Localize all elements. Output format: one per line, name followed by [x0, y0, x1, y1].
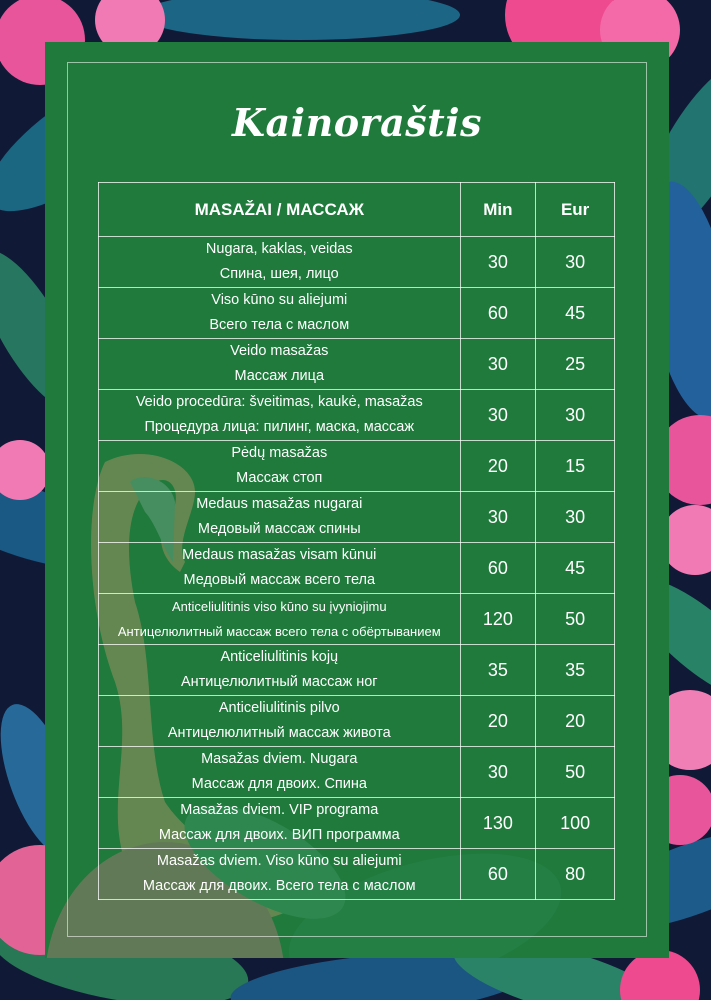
service-name-lt: Pėdų masažas — [231, 445, 328, 461]
table-row — [99, 543, 615, 594]
duration-min: 30 — [460, 237, 536, 288]
table-row — [99, 594, 615, 645]
service-cell — [99, 747, 461, 798]
price-eur: 45 — [536, 543, 615, 594]
service-name-lt: Anticeliulitinis viso kūno su įvyniojimu — [171, 599, 387, 614]
header-min: Min — [460, 183, 536, 237]
service-name-ru: Массаж стоп — [236, 470, 323, 486]
duration-min: 120 — [460, 594, 536, 645]
service-cell — [99, 288, 461, 339]
price-eur: 30 — [536, 390, 615, 441]
header-eur: Eur — [536, 183, 615, 237]
table-row — [99, 645, 615, 696]
service-name-ru: Массаж для двоих. Спина — [191, 776, 367, 792]
service-name-ru: Антицелюлитный массаж живота — [167, 725, 391, 741]
table-header-row — [99, 183, 615, 237]
service-name-lt: Masažas dviem. Nugara — [201, 751, 358, 767]
price-panel — [45, 42, 669, 958]
price-eur: 80 — [536, 849, 615, 900]
table-row — [99, 696, 615, 747]
duration-min: 20 — [460, 441, 536, 492]
service-name-lt: Anticeliulitinis kojų — [220, 649, 339, 665]
price-eur: 30 — [536, 492, 615, 543]
service-name-lt: Medaus masažas visam kūnui — [182, 547, 377, 563]
table-row — [99, 441, 615, 492]
service-name-lt: Veido procedūra: šveitimas, kaukė, masažas — [135, 394, 423, 410]
price-eur: 20 — [536, 696, 615, 747]
duration-min: 30 — [460, 492, 536, 543]
table-row — [99, 390, 615, 441]
table-row — [99, 492, 615, 543]
service-cell — [99, 237, 461, 288]
service-cell — [99, 441, 461, 492]
page-title: Kainoraštis — [232, 100, 482, 145]
table-row — [99, 747, 615, 798]
duration-min: 130 — [460, 798, 536, 849]
service-cell — [99, 645, 461, 696]
service-name-lt: Masažas dviem. Viso kūno su aliejumi — [156, 853, 402, 869]
table-row — [99, 237, 615, 288]
service-name-ru: Медовый массаж всего тела — [183, 572, 376, 588]
service-name-ru: Массаж для двоих. ВИП программа — [158, 827, 400, 843]
duration-min: 60 — [460, 849, 536, 900]
service-name-ru: Антицелюлитный массаж всего тела с обёртыванием — [117, 624, 441, 639]
service-name-ru: Массаж лица — [234, 368, 325, 384]
service-cell — [99, 594, 461, 645]
table-row — [99, 849, 615, 900]
price-eur: 35 — [536, 645, 615, 696]
price-eur: 50 — [536, 747, 615, 798]
price-eur: 30 — [536, 237, 615, 288]
service-name-lt: Nugara, kaklas, veidas — [205, 241, 353, 257]
price-eur: 45 — [536, 288, 615, 339]
duration-min: 30 — [460, 747, 536, 798]
service-name-ru: Антицелюлитный массаж ног — [180, 674, 378, 690]
service-name-ru: Медовый массаж спины — [197, 521, 361, 537]
table-row — [99, 288, 615, 339]
price-table — [98, 182, 615, 900]
price-eur: 15 — [536, 441, 615, 492]
service-name-lt: Medaus masažas nugarai — [196, 496, 363, 512]
service-cell — [99, 543, 461, 594]
service-cell — [99, 339, 461, 390]
table-row — [99, 798, 615, 849]
duration-min: 30 — [460, 390, 536, 441]
service-name-lt: Veido masažas — [230, 343, 329, 359]
duration-min: 35 — [460, 645, 536, 696]
service-cell — [99, 798, 461, 849]
service-cell — [99, 849, 461, 900]
service-cell — [99, 696, 461, 747]
duration-min: 60 — [460, 288, 536, 339]
service-name-lt: Masažas dviem. VIP programa — [180, 802, 379, 818]
price-eur: 50 — [536, 594, 615, 645]
price-eur: 100 — [536, 798, 615, 849]
service-name-ru: Процедура лица: пилинг, маска, массаж — [144, 419, 415, 435]
service-name-lt: Anticeliulitinis pilvo — [218, 700, 340, 716]
duration-min: 60 — [460, 543, 536, 594]
service-cell — [99, 390, 461, 441]
service-cell — [99, 492, 461, 543]
duration-min: 20 — [460, 696, 536, 747]
price-eur: 25 — [536, 339, 615, 390]
duration-min: 30 — [460, 339, 536, 390]
table-row — [99, 339, 615, 390]
service-name-ru: Всего тела с маслом — [209, 317, 350, 333]
service-name-lt: Viso kūno su aliejumi — [211, 292, 348, 308]
service-name-ru: Массаж для двоих. Всего тела с маслом — [142, 878, 416, 894]
service-name-ru: Спина, шея, лицо — [219, 266, 339, 282]
header-service: MASAŽAI / МАССАЖ — [99, 183, 461, 237]
